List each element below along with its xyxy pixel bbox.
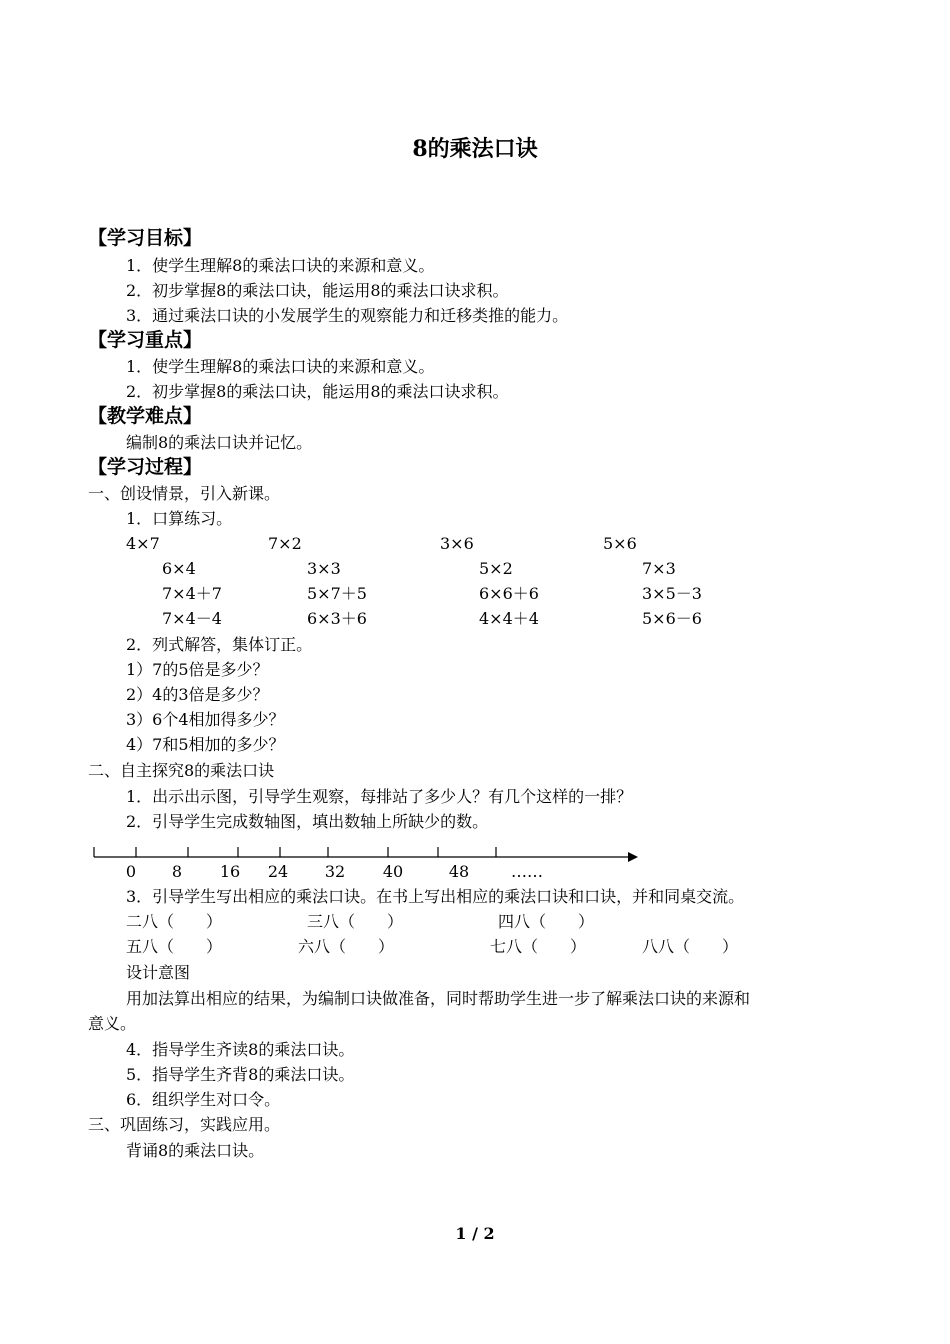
design-label: 设计意图 bbox=[126, 963, 191, 982]
goal-item: 3．通过乘法口诀的小发展学生的观察能力和迁移类推的能力。 bbox=[126, 306, 569, 325]
question-item: 1）7的5倍是多少？ bbox=[126, 660, 269, 679]
fill-blank: 三八（ ） bbox=[307, 912, 404, 931]
goals-heading: 【学习目标】 bbox=[88, 227, 203, 249]
fill-blank: 二八（ ） bbox=[126, 912, 223, 931]
part2-item5: 5．指导学生齐背8的乘法口诀。 bbox=[126, 1065, 355, 1084]
axis-label: 16 bbox=[219, 862, 241, 881]
goal-item: 1．使学生理解8的乘法口诀的来源和意义。 bbox=[126, 256, 435, 275]
design-text-line1: 用加法算出相应的结果，为编制口诀做准备，同时帮助学生进一步了解乘法口诀的来源和 bbox=[126, 989, 751, 1008]
axis-label: 48 bbox=[448, 862, 470, 881]
page-title: 8的乘法口诀 bbox=[412, 136, 538, 162]
part2-item4: 4．指导学生齐读8的乘法口诀。 bbox=[126, 1040, 355, 1059]
axis-label: 32 bbox=[324, 862, 346, 881]
part2-item6: 6．组织学生对口令。 bbox=[126, 1090, 281, 1109]
fill-blank: 七八（ ） bbox=[490, 937, 587, 956]
part1-title: 一、创设情景，引入新课。 bbox=[88, 484, 281, 503]
axis-label-ellipsis: …… bbox=[511, 862, 543, 881]
difficulty-text: 编制8的乘法口诀并记忆。 bbox=[126, 433, 313, 452]
calc-cell: 4×4＋4 bbox=[479, 609, 539, 628]
calc-cell: 5×2 bbox=[479, 559, 513, 578]
part2-item3: 3．引导学生写出相应的乘法口诀。在书上写出相应的乘法口诀和口诀，并和同桌交流。 bbox=[126, 887, 745, 906]
calc-cell: 6×6＋6 bbox=[479, 584, 539, 603]
calc-cell: 3×3 bbox=[307, 559, 341, 578]
part1-item1: 1．口算练习。 bbox=[126, 509, 233, 528]
calc-cell: 5×7＋5 bbox=[307, 584, 367, 603]
fill-blank: 四八（ ） bbox=[498, 912, 595, 931]
calc-cell: 6×3＋6 bbox=[307, 609, 367, 628]
question-item: 2）4的3倍是多少？ bbox=[126, 685, 269, 704]
fill-blank: 八八（ ） bbox=[642, 937, 739, 956]
calc-cell: 6×4 bbox=[162, 559, 196, 578]
axis-label: 8 bbox=[171, 862, 183, 881]
axis-arrow bbox=[628, 852, 638, 862]
goal-item: 2．初步掌握8的乘法口诀，能运用8的乘法口诀求积。 bbox=[126, 281, 509, 300]
axis-label: 40 bbox=[382, 862, 404, 881]
keypoint-item: 1．使学生理解8的乘法口诀的来源和意义。 bbox=[126, 357, 435, 376]
calc-cell: 7×4＋7 bbox=[162, 584, 222, 603]
question-item: 4）7和5相加的多少？ bbox=[126, 735, 285, 754]
calc-cell: 5×6 bbox=[603, 534, 637, 553]
calc-cell: 3×5－3 bbox=[642, 584, 702, 603]
part2-title: 二、自主探究8的乘法口诀 bbox=[88, 761, 275, 780]
question-item: 3）6个4相加得多少？ bbox=[126, 710, 285, 729]
keypoint-item: 2．初步掌握8的乘法口诀，能运用8的乘法口诀求积。 bbox=[126, 382, 509, 401]
page-number: 1 / 2 bbox=[455, 1224, 495, 1243]
calc-cell: 7×3 bbox=[642, 559, 676, 578]
calc-cell: 5×6－6 bbox=[642, 609, 702, 628]
part2-item2: 2．引导学生完成数轴图，填出数轴上所缺少的数。 bbox=[126, 812, 489, 831]
calc-cell: 7×4－4 bbox=[162, 609, 222, 628]
calc-cell: 3×6 bbox=[440, 534, 474, 553]
part3-title: 三、巩固练习，实践应用。 bbox=[88, 1115, 281, 1134]
axis-label: 24 bbox=[267, 862, 289, 881]
number-line bbox=[88, 842, 648, 864]
calc-cell: 4×7 bbox=[126, 534, 160, 553]
difficulty-heading: 【教学难点】 bbox=[88, 405, 203, 427]
axis-label: 0 bbox=[125, 862, 137, 881]
calc-cell: 7×2 bbox=[268, 534, 302, 553]
process-heading: 【学习过程】 bbox=[88, 456, 203, 478]
fill-blank: 六八（ ） bbox=[298, 937, 395, 956]
keypoints-heading: 【学习重点】 bbox=[88, 329, 203, 351]
design-text-line2: 意义。 bbox=[88, 1014, 137, 1033]
part2-item1: 1．出示出示图，引导学生观察，每排站了多少人？有几个这样的一排？ bbox=[126, 787, 633, 806]
part1-item2: 2．列式解答，集体订正。 bbox=[126, 635, 313, 654]
part3-text: 背诵8的乘法口诀。 bbox=[126, 1141, 265, 1160]
fill-blank: 五八（ ） bbox=[126, 937, 223, 956]
